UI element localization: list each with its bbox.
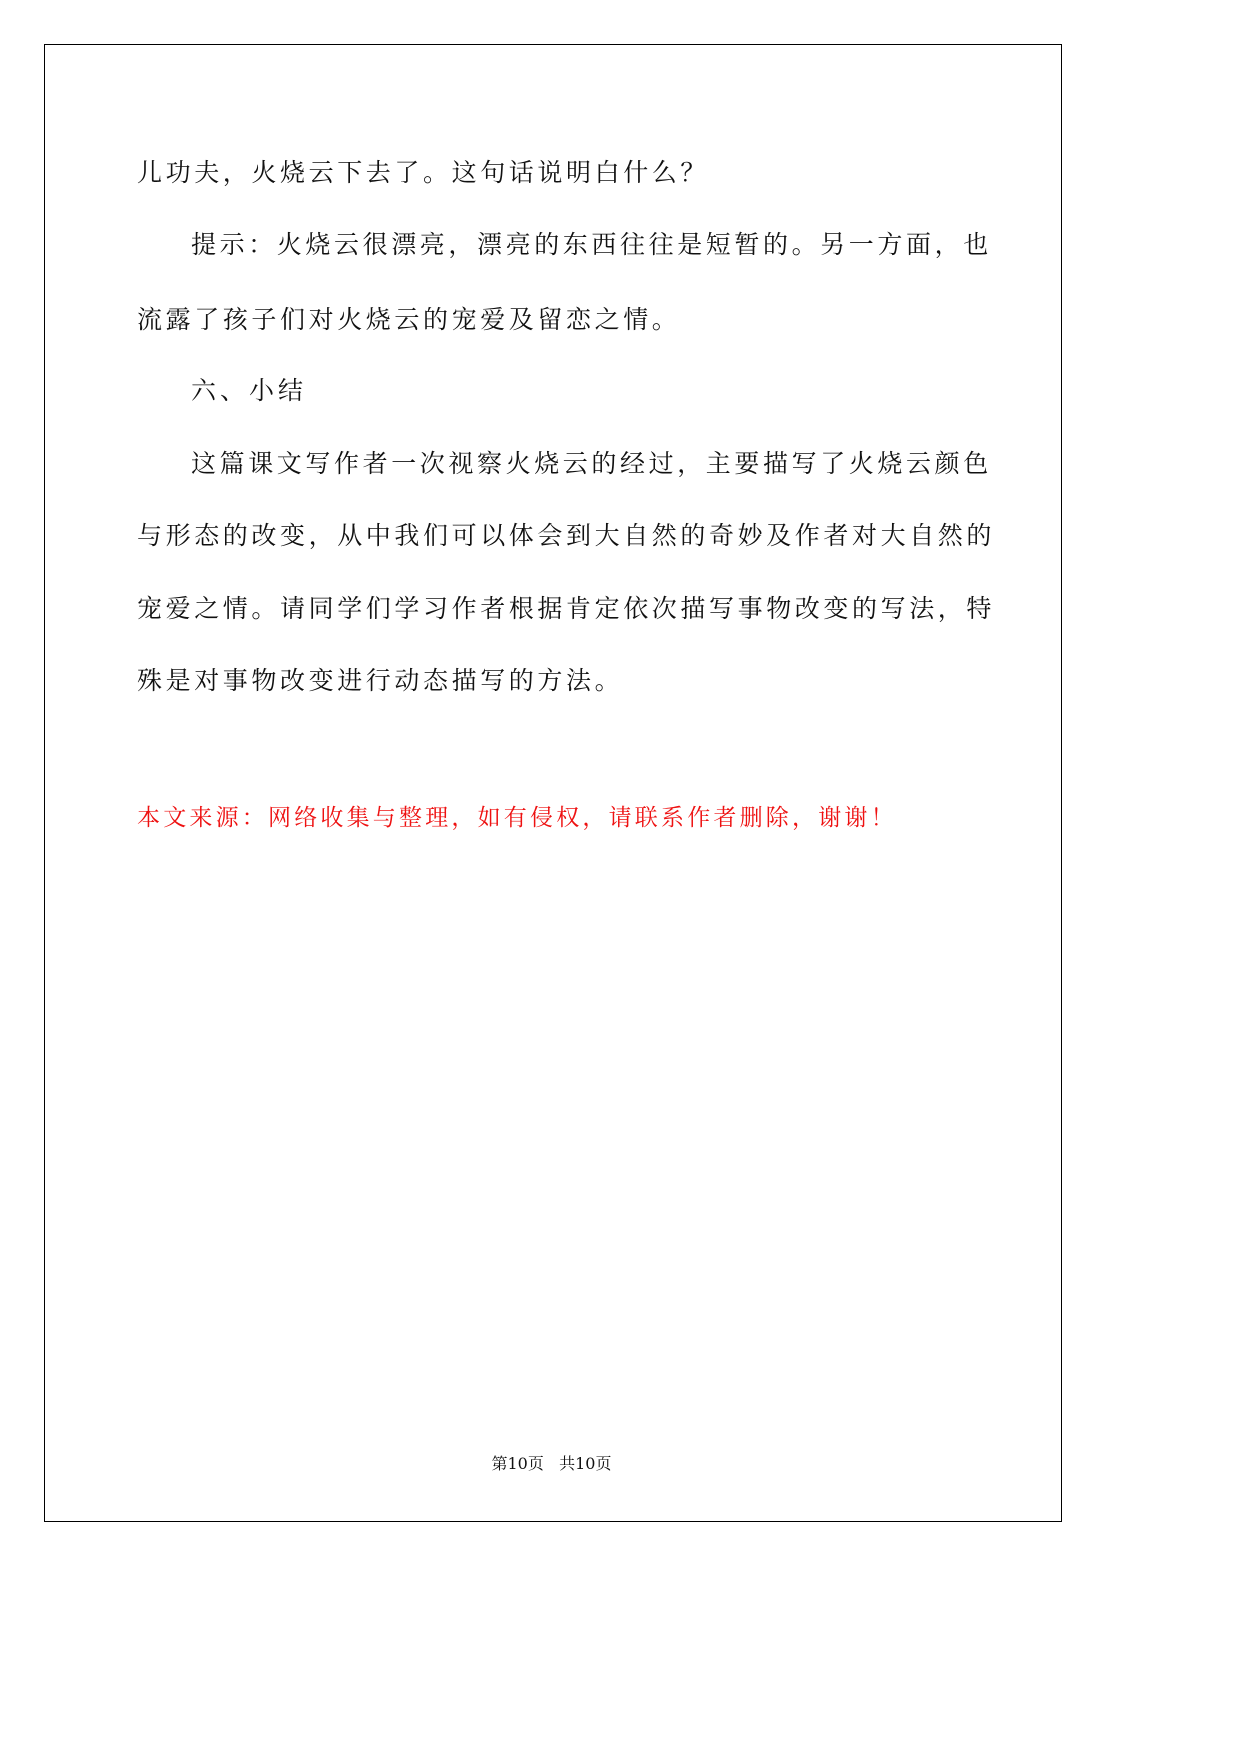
hint-line-1: 提示：火烧云很漂亮，漂亮的东西往往是短暂的。另一方面，也 bbox=[191, 230, 992, 259]
summary-line-1: 这篇课文写作者一次视察火烧云的经过，主要描写了火烧云颜色 bbox=[191, 449, 992, 478]
current-page-number: 第10页 bbox=[491, 1454, 544, 1473]
summary-line-3: 宠爱之情。请同学们学习作者根据肯定依次描写事物改变的写法，特 bbox=[137, 594, 996, 623]
summary-line-2: 与形态的改变，从中我们可以体会到大自然的奇妙及作者对大自然的 bbox=[137, 521, 996, 550]
total-page-count: 共10页 bbox=[559, 1454, 612, 1473]
section-heading-summary: 六、小结 bbox=[191, 376, 308, 405]
hint-line-2: 流露了孩子们对火烧云的宠爱及留恋之情。 bbox=[137, 305, 681, 334]
source-note: 本文来源：网络收集与整理，如有侵权，请联系作者删除，谢谢！ bbox=[137, 805, 897, 831]
summary-line-4: 殊是对事物改变进行动态描写的方法。 bbox=[137, 666, 624, 695]
body-line-1: 儿功夫，火烧云下去了。这句话说明白什么？ bbox=[137, 158, 710, 187]
page-border bbox=[44, 44, 1062, 1522]
page-footer bbox=[0, 1453, 1103, 1475]
